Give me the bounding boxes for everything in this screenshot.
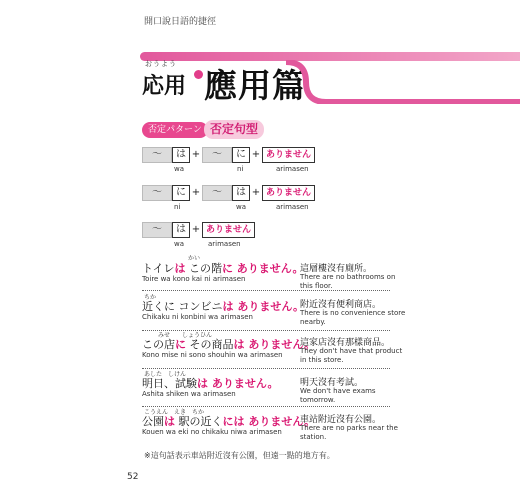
- example-romaji: Kouen wa eki no chikaku niwa arimasen: [142, 428, 282, 436]
- title-curve-decoration: [286, 60, 520, 104]
- example-english: They don't have that product in this store.: [300, 347, 403, 364]
- example-japanese: 明日、試験は ありません。: [142, 377, 279, 390]
- pattern-slot: 〜: [142, 222, 172, 238]
- example-english: We don't have exams tomorrow.: [300, 387, 376, 404]
- example-romaji: Chikaku ni konbini wa arimasen: [142, 313, 253, 321]
- example-japanese: トイレは この階に ありません。: [142, 262, 304, 275]
- pattern-row-1: [142, 144, 315, 162]
- tag-negative-pattern-jp: 否定パターン: [142, 122, 208, 138]
- particle-box: は: [172, 222, 190, 238]
- example-romaji: Ashita shiken wa arimasen: [142, 390, 236, 398]
- example-ruby: かい: [188, 255, 201, 262]
- example-ruby: みせ しょうひん: [158, 332, 213, 339]
- pattern-slot: 〜: [202, 185, 232, 201]
- example-english: There is no convenience store nearby.: [300, 309, 406, 326]
- example-japanese: 公園は 駅の近くには ありません。: [142, 415, 315, 428]
- romaji: wa: [236, 203, 247, 211]
- example-chinese: 附近沒有便利商店。: [300, 300, 382, 310]
- plus-sign: +: [191, 149, 201, 160]
- title-dot: [194, 70, 203, 79]
- example-romaji: Kono mise ni sono shouhin wa arimasen: [142, 351, 283, 359]
- romaji: wa: [174, 165, 185, 173]
- ending-box: ありません: [202, 222, 255, 238]
- pattern-slot: 〜: [202, 147, 232, 163]
- plus-sign: +: [251, 187, 261, 198]
- ending-box: ありません: [262, 147, 315, 163]
- pattern-slot: 〜: [142, 147, 172, 163]
- example-chinese: 明天沒有考試。: [300, 378, 364, 388]
- example-ruby: ちか: [144, 294, 157, 301]
- title-ruby: おうよう: [145, 60, 177, 68]
- ending-box: ありません: [262, 185, 315, 201]
- example-english: There are no parks near the station.: [300, 424, 398, 441]
- romaji: arimasen: [276, 165, 309, 173]
- pattern-slot: 〜: [142, 185, 172, 201]
- romaji: ni: [174, 203, 181, 211]
- title-main: 應用篇: [204, 66, 306, 105]
- example-ruby: こうえん えき ちか: [144, 409, 205, 416]
- title-kanji: 応用: [142, 74, 187, 99]
- plus-sign: +: [191, 224, 201, 235]
- romaji: arimasen: [208, 240, 241, 248]
- romaji: arimasen: [276, 203, 309, 211]
- romaji: wa: [174, 240, 185, 248]
- separator: [142, 290, 390, 291]
- page-number: 52: [127, 472, 139, 482]
- particle-box: は: [172, 147, 190, 163]
- example-chinese: 車站附近沒有公園。: [300, 415, 382, 425]
- example-japanese: この店に その商品は ありません。: [142, 338, 315, 351]
- particle-box: は: [232, 185, 250, 201]
- tag-negative-pattern-zh: 否定句型: [204, 120, 264, 139]
- particle-box: に: [232, 147, 250, 163]
- plus-sign: +: [251, 149, 261, 160]
- example-english: There are no bathrooms on this floor.: [300, 273, 396, 290]
- footnote: ※這句話表示車站附近沒有公園，但遠一點的地方有。: [144, 451, 335, 460]
- example-romaji: Toire wa kono kai ni arimasen: [142, 275, 246, 283]
- example-chinese: 這層樓沒有廁所。: [300, 264, 373, 274]
- romaji: ni: [237, 165, 244, 173]
- example-ruby: あした しけん: [144, 371, 187, 378]
- particle-box: に: [172, 185, 190, 201]
- book-title: 開口說日語的捷徑: [144, 17, 217, 27]
- pattern-row-3: [142, 219, 255, 237]
- example-chinese: 這家店沒有那樣商品。: [300, 338, 391, 348]
- example-japanese: 近くに コンビニは ありません。: [142, 300, 304, 313]
- plus-sign: +: [191, 187, 201, 198]
- pattern-row-2: [142, 182, 315, 200]
